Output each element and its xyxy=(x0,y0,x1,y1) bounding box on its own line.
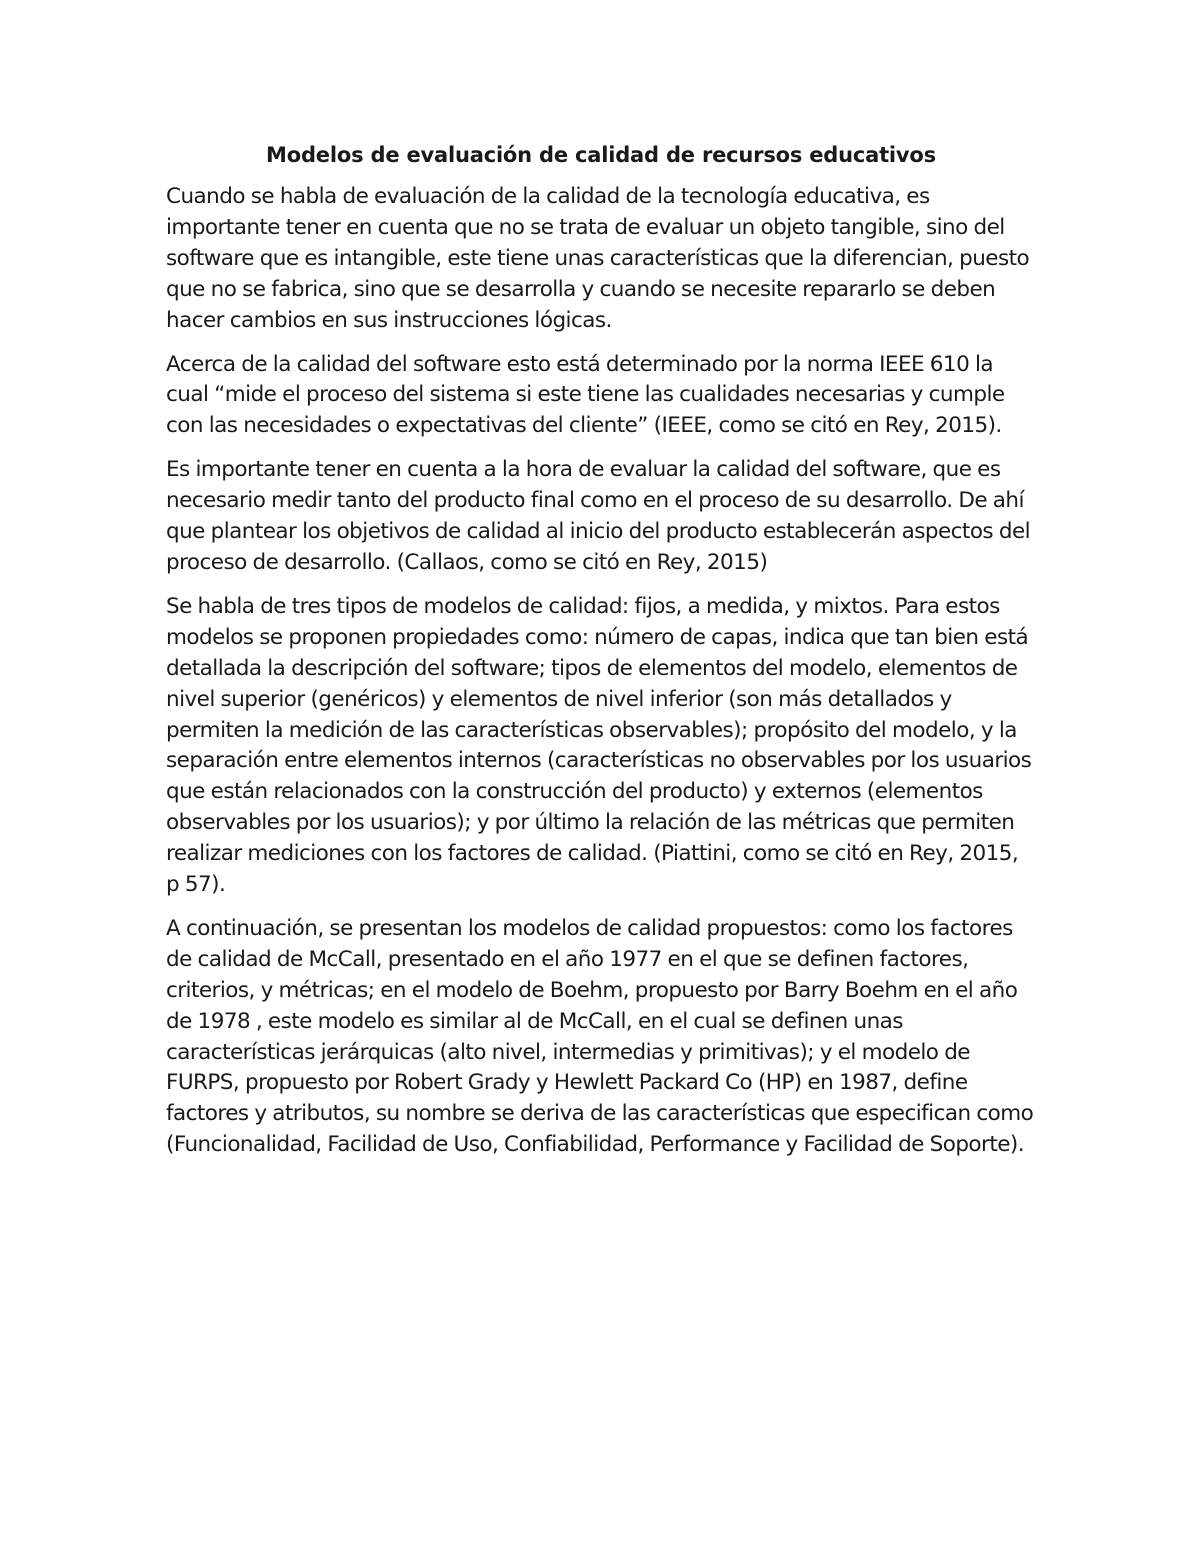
paragraph-proposed-models: A continuación, se presentan los modelos de calidad propuestos: como los factores de calidad de McCall, presentado en el año 1977 en el que se definen factores, criterios, y métricas; en el modelo de Boehm, propuesto por Barry Boehm en el año de 1978 , este modelo es similar al de McCall, en el cual se definen unas características jerárquicas (alto nivel, intermedias y primitivas); y el modelo de FURPS, propuesto por Robert Grady y Hewlett Packard Co (HP) en 1987, define factores y atributos, su nombre se deriva de las características que especifican como (Funcionalidad, Facilidad de Uso, Confiabilidad, Performance y Facilidad de Soporte). xyxy=(166,915,1034,1158)
document-body xyxy=(166,138,1036,1174)
paragraph-process-evaluation: Es importante tener en cuenta a la hora de evaluar la calidad del software, que es necesario medir tanto del producto final como en el proceso de su desarrollo. De ahí que plantear los objetivos de calidad al inicio del producto establecerán aspectos del proceso de desarrollo. (Callaos, como se citó en Rey, 2015) xyxy=(166,457,1031,575)
paragraph-model-types: Se habla de tres tipos de modelos de calidad: fijos, a medida, y mixtos. Para estos modelos se proponen propiedades como: número de capas, indica que tan bien está detallada la descripción del software; tipos de elementos del modelo, elementos de nivel superior (genéricos) y elementos de nivel inferior (son más detallados y permiten la medición de las características observables); propósito del modelo, y la separación entre elementos internos (características no observables por los usuarios que están relacionados con la construcción del producto) y externos (elementos observables por los usuarios); y por último la relación de las métricas que permiten realizar mediciones con los factores de calidad. (Piattini, como se citó en Rey, 2015, p 57). xyxy=(166,593,1032,898)
paragraph-intro: Cuando se habla de evaluación de la calidad de la tecnología educativa, es importante tener en cuenta que no se trata de evaluar un objeto tangible, sino del software que es intangible, este tiene unas características que la diferencian, puesto que no se fabrica, sino que se desarrolla y cuando se necesite repararlo se deben hacer cambios en sus instrucciones lógicas. xyxy=(166,184,1030,333)
document-title: Modelos de evaluación de calidad de recursos educativos xyxy=(266,143,936,167)
paragraph-ieee-standard: Acerca de la calidad del software esto está determinado por la norma IEEE 610 la cual “mide el proceso del sistema si este tiene las cualidades necesarias y cumple con las necesidades o expectativas del cliente” (IEEE, como se citó en Rey, 2015). xyxy=(166,351,1005,439)
